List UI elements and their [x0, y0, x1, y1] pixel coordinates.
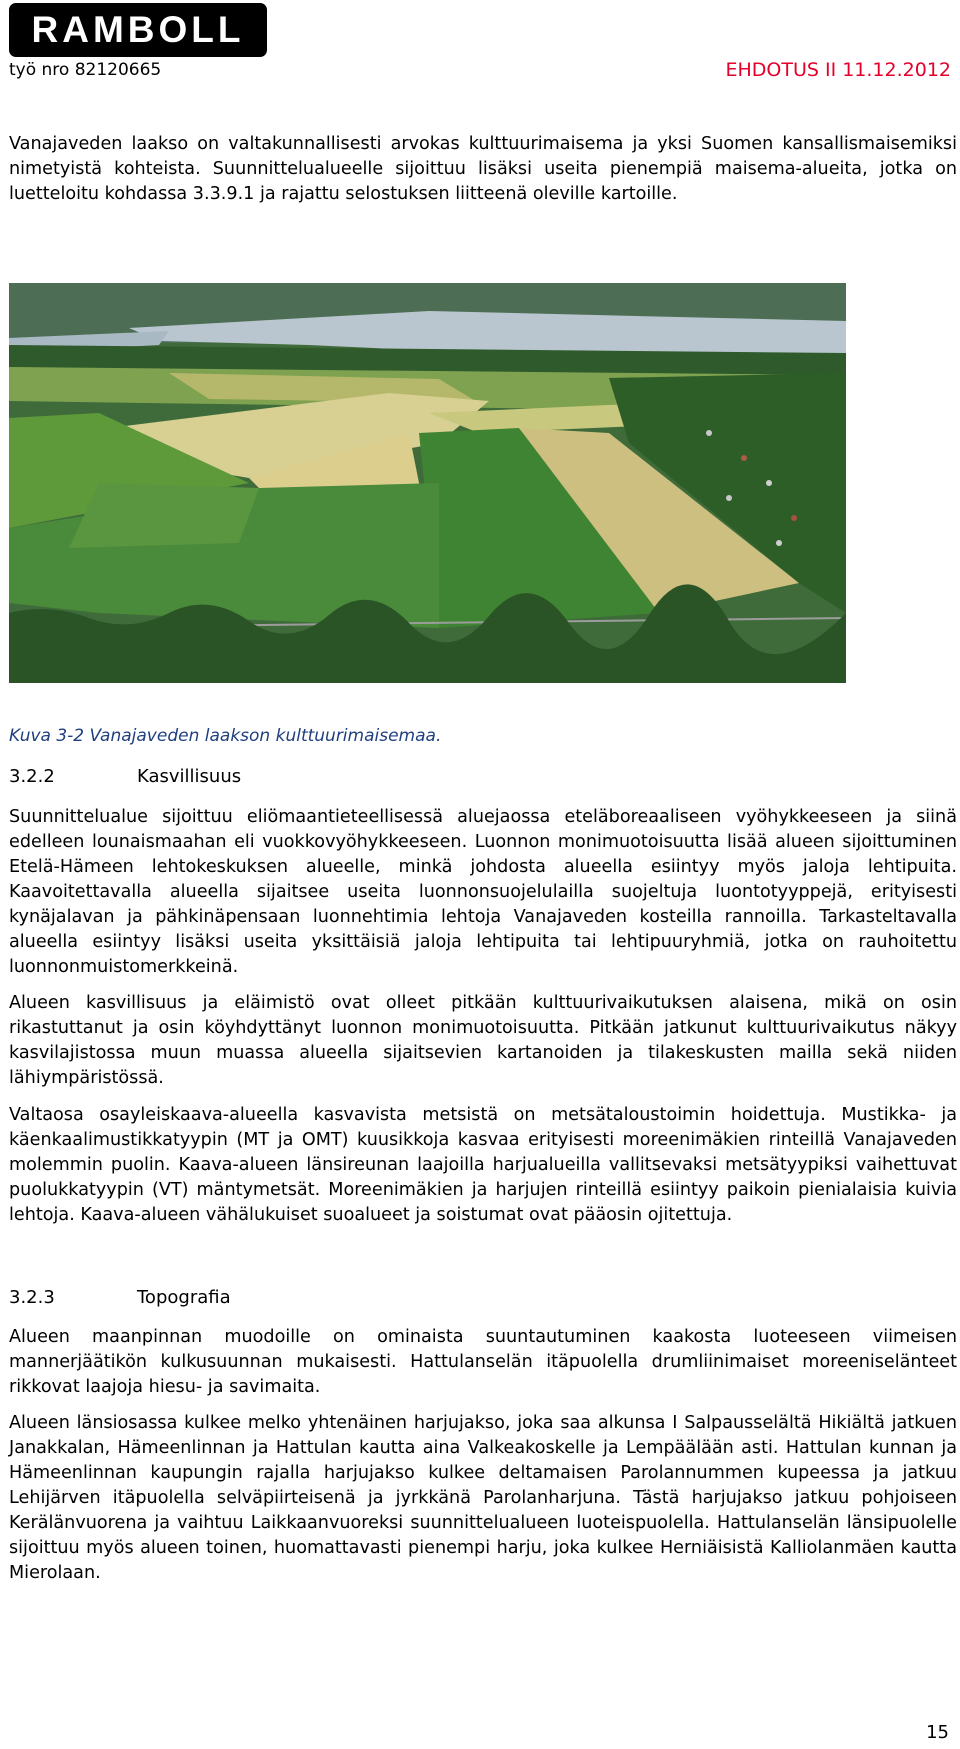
job-number: työ nro 82120665 — [9, 60, 162, 80]
aerial-landscape-photo — [9, 283, 846, 683]
ramboll-logo — [9, 3, 267, 57]
topography-paragraph-1: Alueen maanpinnan muodoille on ominaista suuntautuminen kaakosta luoteeseen viimeisen mannerjäätikön kulkusuunnan mukaisesti. Hattulanselän itäpuolella drumliinimaiset moreeniselänteet rikkovat laajoja hiesu- ja savimaita. — [9, 1327, 957, 1397]
vegetation-paragraph-2: Alueen kasvillisuus ja eläimistö ovat olleet pitkään kulttuurivaikutuksen alaisena, mikä on osin rikastuttanut ja osin köyhdyttänyt luonnon monimuotoisuutta. Pitkään jatkunut kulttuurivaikutus näkyy kasvilajistossa muun muassa alueella sijaitsevien kartanoiden ja tilakeskusten mailla sekä niiden lähiympäristössä. — [9, 993, 957, 1088]
vegetation-paragraph-1: Suunnittelualue sijoittuu eliömaantieteellisessä aluejaossa eteläboreaaliseen vyöhykkeeseen ja siinä edelleen lounaismaahan eli vuokkovyöhykkeeseen. Luonnon monimuotoisuutta lisää alueen sijoittuminen Etelä-Hämeen lehtokeskuksen alueelle, minkä johdosta alueella esiintyy myös jaloja lehtipuita. Kaavoitettavalla alueella sijaitsee useita luonnonsuojelulailla suojeltuja luontotyyppejä, erityisesti kynäjalavan ja pähkinäpensaan luonnehtimia lehtoja Vanajaveden kosteilla rannoilla. Tarkasteltavalla alueella esiintyy lisäksi useita yksittäisiä jaloja lehtipuita tai lehtipuuryhmiä, jotka on rauhoitettu luonnonmuistomerkkeinä. — [9, 807, 957, 977]
section-number: 3.2.2 — [9, 766, 55, 787]
section-number: 3.2.3 — [9, 1287, 55, 1308]
section-title: Topografia — [137, 1287, 231, 1308]
section-heading-vegetation — [9, 766, 241, 787]
logo-text: RAMBOLL — [31, 9, 245, 50]
topography-paragraph-2: Alueen länsiosassa kulkee melko yhtenäinen harjujakso, joka saa alkunsa I Salpausselältä Hikiältä jatkuen Janakkalan, Hämeenlinnan ja Hattulan kautta aina Valkeakoskelle ja Lempäälään asti. Hattulan kunnan ja Hämeenlinnan kaupungin rajalla harjujakso kulkee deltamaisen Parolannummen kupeessa ja jatkuu Lehijärven itäpuolella selväpiirteisenä ja jyrkkänä Parolanharjuna. Tästä harjujakso jatkuu pohjoiseen Kerälänvuorena ja vaihtuu Laikkaanvuoreksi suunnittelualueen luoteispuolella. Hattulanselän länsipuolelle sijoittuu myös alueen toinen, huomattavasti pienempi harju, joka kulkee Herniäisistä Kalliolanmäen kautta Mierolaan. — [9, 1413, 957, 1583]
section-title: Kasvillisuus — [137, 766, 242, 787]
figure-caption: Kuva 3-2 Vanajaveden laakson kulttuurimaisemaa. — [9, 726, 442, 746]
intro-paragraph: Vanajaveden laakso on valtakunnallisesti arvokas kulttuurimaisema ja yksi Suomen kansallismaisemiksi nimetyistä kohteista. Suunnittelualueelle sijoittuu lisäksi useita pienempiä maisema-alueita, jotka on luetteloitu kohdassa 3.3.9.1 ja rajattu selostuksen liitteenä oleville kartoille. — [9, 134, 957, 204]
vegetation-paragraph-3: Valtaosa osayleiskaava-alueella kasvavista metsistä on metsätaloustoimin hoidettuja. Mustikka- ja käenkaalimustikkatyypin (MT ja OMT) kuusikkoja kasvaa erityisesti moreenimäkien rinteillä Vanajaveden molemmin puolin. Kaava-alueen länsireunan laajoilla harjualueilla vallitsevaksi metsätyypiksi vaihettuvat puolukkatyypin (VT) mäntymetsät. Moreenimäkien ja harjujen rinteillä esiintyy paikoin pienialaisia kuivia lehtoja. Kaava-alueen vähälukuiset suoalueet ja soistumat ovat pääosin ojitettuja. — [9, 1105, 957, 1225]
proposal-label: EHDOTUS II 11.12.2012 — [725, 59, 951, 81]
section-heading-topography — [9, 1287, 231, 1308]
page-number: 15 — [926, 1722, 949, 1743]
